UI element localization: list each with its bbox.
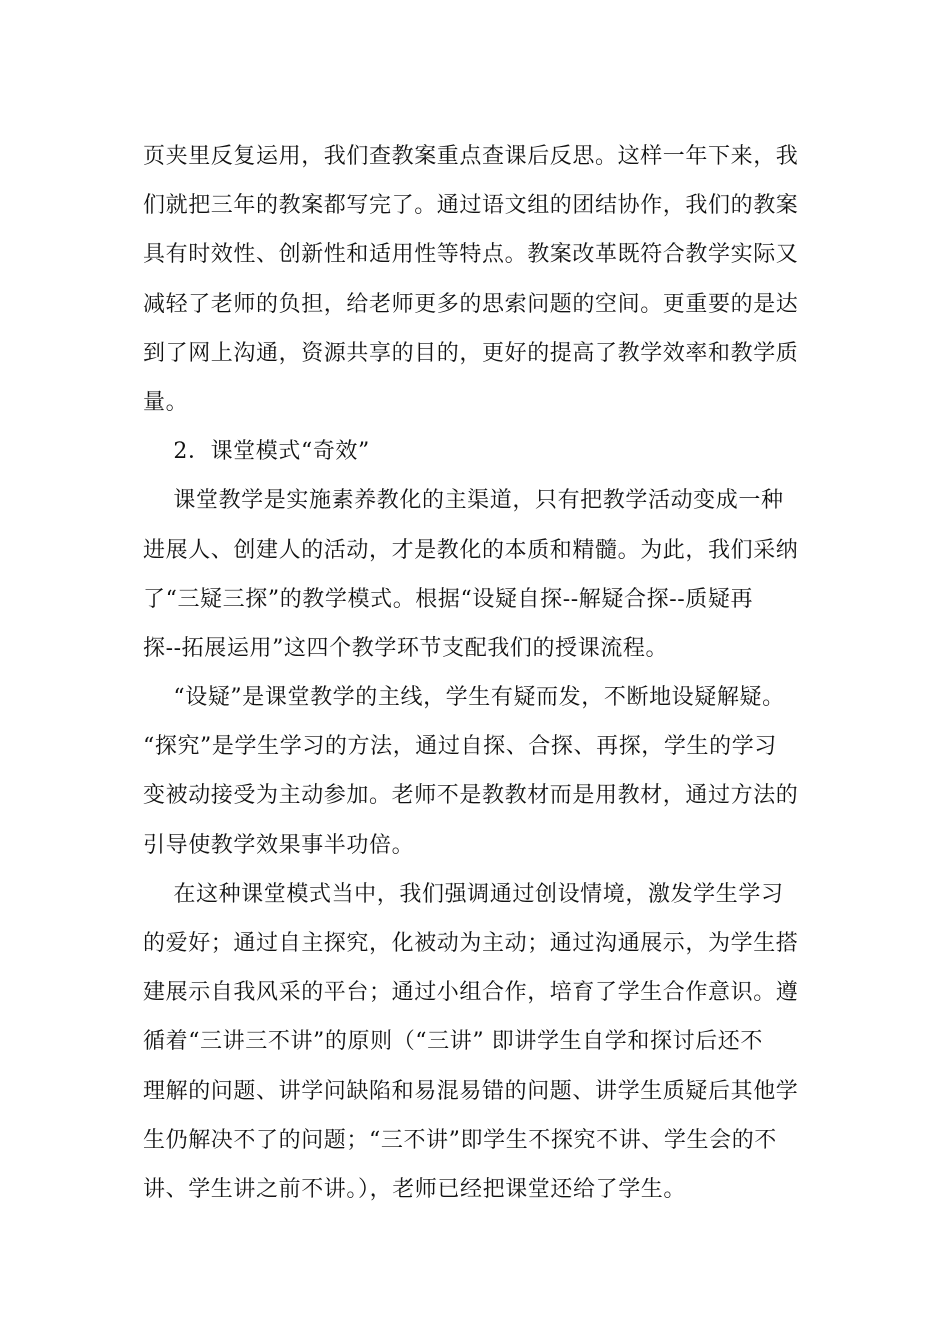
section-heading: 2．课堂模式“奇效”: [143, 439, 370, 465]
text-line: 量。: [143, 389, 189, 415]
text-line: 进展人、创建人的活动，才是教化的本质和精髓。为此，我们采纳: [143, 537, 799, 563]
body-text: [143, 132, 833, 1214]
text-line: 减轻了老师的负担，给老师更多的思索问题的空间。更重要的是达: [143, 291, 799, 317]
text-line: 变被动接受为主动参加。老师不是教教材而是用教材，通过方法的: [143, 783, 799, 809]
text-line: 引导使教学效果事半功倍。: [143, 832, 415, 858]
text-line: “设疑”是课堂教学的主线，学生有疑而发，不断地设疑解疑。: [143, 685, 785, 711]
text-line: 讲、学生讲之前不讲。），老师已经把课堂还给了学生。: [143, 1176, 687, 1202]
text-line: 到了网上沟通，资源共享的目的，更好的提高了教学效率和教学质: [143, 340, 799, 366]
text-line: 具有时效性、创新性和适用性等特点。教案改革既符合教学实际又: [143, 242, 799, 268]
text-line: 建展示自我风采的平台；通过小组合作，培育了学生合作意识。遵: [143, 980, 799, 1006]
text-line: 探--拓展运用”这四个教学环节支配我们的授课流程。: [143, 635, 669, 661]
text-line: 循着“三讲三不讲”的原则（“三讲” 即讲学生自学和探讨后还不: [143, 1029, 763, 1055]
text-line: 理解的问题、讲学问缺陷和易混易错的问题、讲学生质疑后其他学: [143, 1078, 799, 1104]
text-line: 页夹里反复运用，我们查教案重点查课后反思。这样一年下来，我: [143, 144, 799, 169]
text-line: 课堂教学是实施素养教化的主渠道，只有把教学活动变成一种: [143, 488, 784, 514]
text-line: 的爱好；通过自主探究，化被动为主动；通过沟通展示，为学生搭: [143, 931, 799, 956]
text-line: 生仍解决不了的问题；“三不讲”即学生不探究不讲、学生会的不: [143, 1127, 777, 1153]
text-line: 在这种课堂模式当中，我们强调通过创设情境，激发学生学习: [143, 881, 784, 907]
text-line: “探究”是学生学习的方法，通过自探、合探、再探，学生的学习: [143, 734, 777, 760]
text-line: 们就把三年的教案都写完了。通过语文组的团结协作，我们的教案: [143, 193, 799, 219]
text-line: 了“三疑三探”的教学模式。根据“设疑自探--解疑合探--质疑再: [143, 586, 754, 612]
